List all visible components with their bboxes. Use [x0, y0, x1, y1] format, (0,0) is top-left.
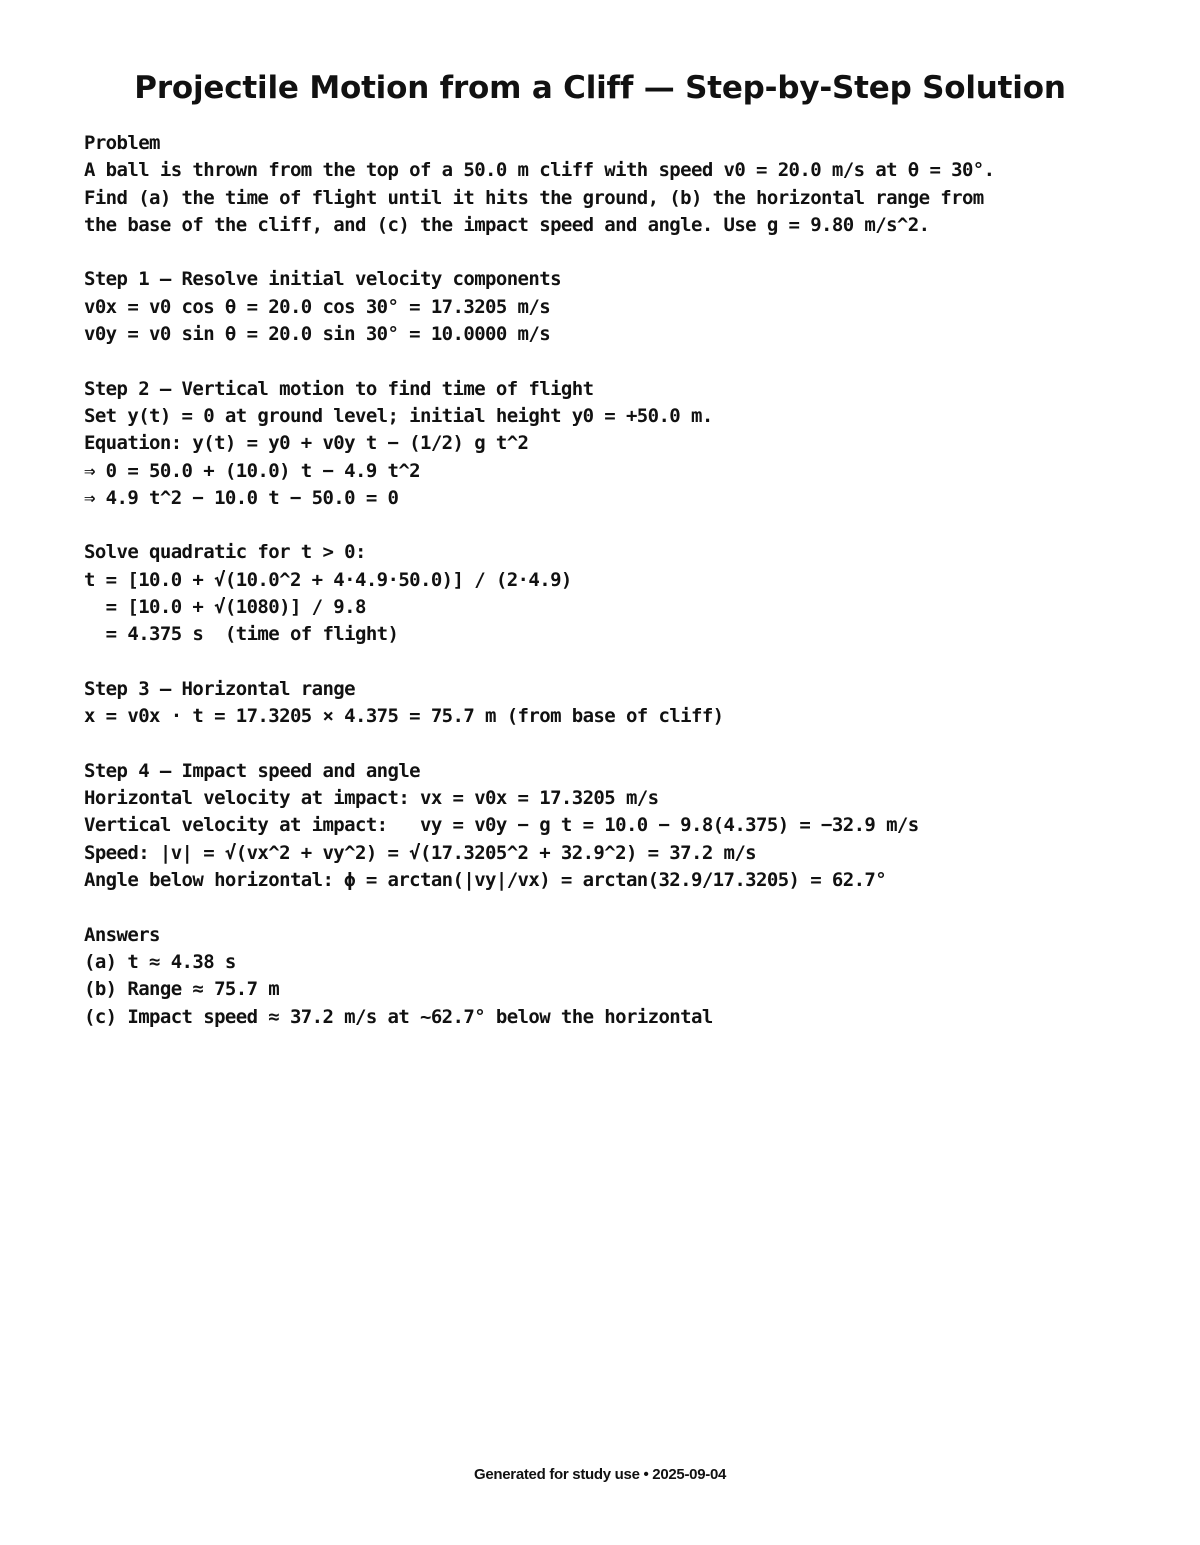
problem-line: A ball is thrown from the top of a 50.0 m cliff with speed v0 = 20.0 m/s at θ = 30°.	[84, 159, 995, 182]
equation-line: Speed: |v| = √(vx^2 + vy^2) = √(17.3205^2 + 32.9^2) = 37.2 m/s	[84, 841, 757, 864]
answer-line: (a) t ≈ 4.38 s	[84, 950, 236, 973]
equation-line: v0x = v0 cos θ = 20.0 cos 30° = 17.3205 m/s	[84, 295, 551, 318]
equation-line: ⇒ 4.9 t^2 − 10.0 t − 50.0 = 0	[84, 486, 399, 509]
answer-line: (b) Range ≈ 75.7 m	[84, 978, 280, 1001]
equation-line: ⇒ 0 = 50.0 + (10.0) t − 4.9 t^2	[84, 459, 421, 482]
equation-line: Angle below horizontal: ϕ = arctan(|vy|/vx) = arctan(32.9/17.3205) = 62.7°	[84, 869, 887, 892]
answer-line: (c) Impact speed ≈ 37.2 m/s at ~62.7° below the horizontal	[84, 1005, 713, 1028]
equation-line: = 4.375 s (time of flight)	[84, 623, 399, 646]
equation-line: Equation: y(t) = y0 + v0y t − (1/2) g t^2	[84, 432, 529, 455]
quadratic-section	[84, 539, 1160, 648]
section-heading: Step 3 — Horizontal range	[84, 677, 355, 700]
page-footer: Generated for study use • 2025-09-04	[473, 1466, 727, 1483]
section-heading: Step 2 — Vertical motion to find time of flight	[84, 377, 594, 400]
step-2-section	[84, 376, 1160, 512]
equation-line: v0y = v0 sin θ = 20.0 sin 30° = 10.0000 m/s	[84, 323, 551, 346]
step-1-section	[84, 266, 1160, 348]
section-heading: Problem	[84, 132, 160, 154]
equation-line: Vertical velocity at impact: vy = v0y − g t = 10.0 − 9.8(4.375) = −32.9 m/s	[84, 814, 919, 837]
equation-line: = [10.0 + √(1080)] / 9.8	[84, 596, 366, 619]
page-title: Projectile Motion from a Cliff — Step-by-Step Solution	[134, 70, 1066, 106]
problem-line: Find (a) the time of flight until it hits the ground, (b) the horizontal range from	[84, 186, 984, 209]
equation-line: x = v0x · t = 17.3205 × 4.375 = 75.7 m (from base of cliff)	[84, 705, 724, 728]
equation-line: t = [10.0 + √(10.0^2 + 4·4.9·50.0)] / (2·4.9)	[84, 568, 572, 591]
step-4-section	[84, 758, 1160, 894]
step-3-section	[84, 676, 1160, 731]
equation-line: Set y(t) = 0 at ground level; initial height y0 = +50.0 m.	[84, 404, 713, 427]
answers-section	[84, 922, 1160, 1031]
section-heading: Solve quadratic for t > 0:	[84, 541, 366, 564]
section-heading: Step 1 — Resolve initial velocity components	[84, 268, 561, 291]
section-heading: Step 4 — Impact speed and angle	[84, 759, 421, 782]
problem-line: the base of the cliff, and (c) the impact speed and angle. Use g = 9.80 m/s^2.	[84, 213, 930, 236]
section-heading: Answers	[84, 923, 160, 946]
solution-body	[84, 130, 1160, 1031]
equation-line: Horizontal velocity at impact: vx = v0x = 17.3205 m/s	[84, 787, 659, 810]
problem-section	[84, 130, 1160, 239]
